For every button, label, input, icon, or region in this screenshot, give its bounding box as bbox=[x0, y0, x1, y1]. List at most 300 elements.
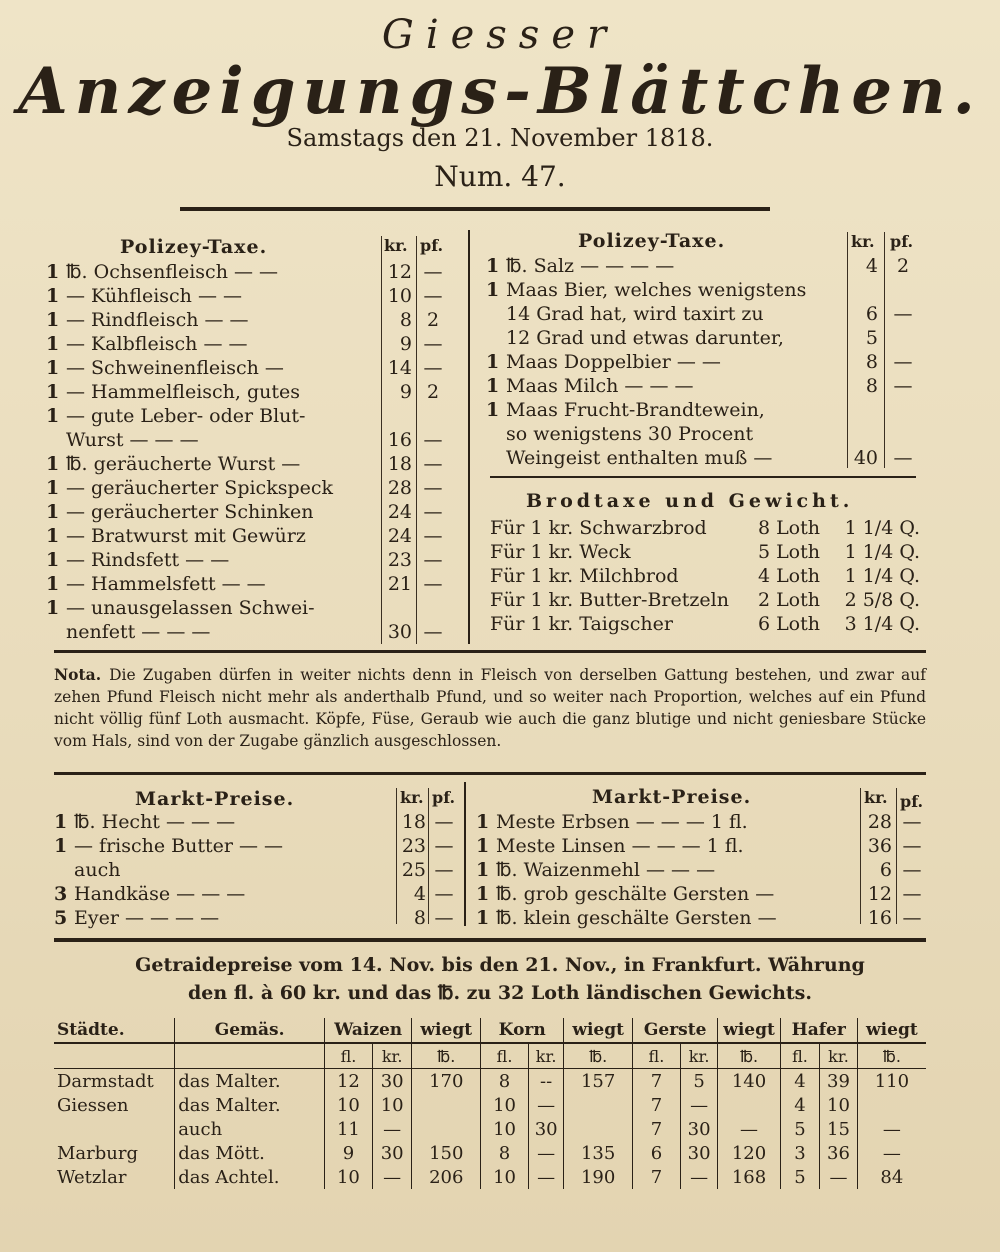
row-quantity: 1 bbox=[46, 501, 60, 523]
bread-loth: 4 Loth bbox=[757, 565, 820, 587]
row-kr: 8 bbox=[865, 375, 878, 397]
table-row bbox=[486, 422, 922, 446]
row-item: ℔. Waizenmehl — — — bbox=[496, 859, 716, 881]
issue-number: Num. 47. bbox=[434, 160, 566, 193]
table-row bbox=[46, 332, 454, 356]
table-row bbox=[54, 1093, 926, 1117]
grain-header-cell: Waizen bbox=[325, 1018, 412, 1043]
table-row bbox=[486, 302, 922, 326]
table-row bbox=[54, 1141, 926, 1165]
market-left-col-line bbox=[428, 788, 429, 924]
grain-value: 4 bbox=[780, 1093, 820, 1117]
section-rule bbox=[54, 938, 926, 942]
row-pf: — bbox=[434, 883, 454, 905]
grain-subheader-cell: ℔. bbox=[564, 1043, 633, 1069]
grain-value: 30 bbox=[372, 1141, 412, 1165]
row-item: — unausgelassen Schwei- bbox=[66, 597, 315, 619]
market-right-title: Markt-Preise. bbox=[592, 786, 752, 808]
row-pf: 2 bbox=[426, 309, 440, 331]
row-pf: — bbox=[423, 333, 443, 355]
market-right-col-line bbox=[896, 788, 897, 924]
row-quantity: 1 bbox=[486, 279, 500, 301]
row-kr: 10 bbox=[387, 285, 412, 307]
row-kr: 25 bbox=[401, 859, 426, 881]
row-pf: — bbox=[423, 525, 443, 547]
row-pf: — bbox=[423, 285, 443, 307]
section-rule bbox=[54, 650, 926, 653]
bread-item: Für 1 kr. Butter-Bretzeln bbox=[490, 589, 729, 611]
table-row bbox=[54, 1117, 926, 1141]
row-pf: — bbox=[902, 883, 922, 905]
grain-value: — bbox=[372, 1165, 412, 1189]
row-item: Maas Milch — — — bbox=[506, 375, 694, 397]
nota-paragraph bbox=[54, 664, 926, 752]
grain-subheader-cell: fl. bbox=[325, 1043, 373, 1069]
bread-loth: 5 Loth bbox=[757, 541, 820, 563]
table-row bbox=[46, 500, 454, 524]
row-pf: — bbox=[423, 549, 443, 571]
row-item: Meste Linsen — — — 1 fl. bbox=[496, 835, 744, 857]
table-row bbox=[46, 548, 454, 572]
row-kr: 5 bbox=[865, 327, 878, 349]
masthead-rule bbox=[180, 207, 770, 211]
row-quantity: 1 bbox=[46, 525, 60, 547]
brodtaxe-table bbox=[490, 516, 922, 636]
table-row bbox=[46, 452, 454, 476]
row-quantity: 1 bbox=[476, 883, 490, 905]
row-pf: — bbox=[423, 261, 443, 283]
row-item: nenfett — — — bbox=[66, 621, 211, 643]
grain-header-cell: wiegt bbox=[718, 1018, 780, 1043]
grain-subheader-cell: ℔. bbox=[718, 1043, 780, 1069]
table-row bbox=[54, 1165, 926, 1189]
police-right-col-line bbox=[847, 232, 848, 468]
row-pf: 2 bbox=[426, 381, 440, 403]
grain-value: 10 bbox=[481, 1165, 529, 1189]
grain-value: 11 bbox=[325, 1117, 373, 1141]
row-pf: — bbox=[423, 477, 443, 499]
row-kr: 9 bbox=[399, 333, 412, 355]
police-right-pf-header: pf. bbox=[890, 232, 914, 251]
grain-heading-line-1: Getraidepreise vom 14. Nov. bis den 21. Nov., in Frankfurt. Währung bbox=[135, 954, 865, 976]
nota-text: Die Zugaben dürfen in weiter nichts denn in Fleisch von derselben Gattung bestehen, und zwar auf zehen Pfund Fleisch nicht mehr als anderthalb Pfund, und so weiter nach Proportion, welches auf ein Pfund nicht völlig fünf Loth ausmacht. Köpfe, Füse, Geraub wie auch die ganz blutige und nicht geniesbare Stücke vom Hals, sind von der Zugabe gänzlich ausgeschlossen. bbox=[54, 666, 926, 750]
market-right-table bbox=[476, 810, 926, 930]
grain-value bbox=[412, 1117, 481, 1141]
nota-label: Nota. bbox=[54, 665, 102, 684]
row-item: — Hammelsfett — — bbox=[66, 573, 266, 595]
grain-value: 3 bbox=[780, 1141, 820, 1165]
row-quantity: 1 bbox=[46, 405, 60, 427]
grain-value: 9 bbox=[325, 1141, 373, 1165]
market-left-table bbox=[54, 810, 462, 930]
police-right-title: Polizey-Taxe. bbox=[578, 230, 726, 252]
row-kr: 6 bbox=[879, 859, 892, 881]
table-row bbox=[490, 540, 922, 564]
row-item: Handkäse — — — bbox=[74, 883, 246, 905]
row-pf: — bbox=[893, 351, 913, 373]
grain-value: — bbox=[718, 1117, 780, 1141]
grain-city: Marburg bbox=[57, 1142, 139, 1164]
table-row bbox=[490, 588, 922, 612]
row-pf: — bbox=[434, 907, 454, 929]
grain-value: 12 bbox=[325, 1069, 373, 1094]
table-row bbox=[476, 810, 926, 834]
grain-header-row bbox=[54, 1018, 926, 1043]
police-left-col-line bbox=[381, 236, 382, 644]
row-quantity: 1 bbox=[54, 811, 68, 833]
row-item: — Kalbfleisch — — bbox=[66, 333, 248, 355]
grain-value: — bbox=[372, 1117, 412, 1141]
grain-value: — bbox=[857, 1117, 926, 1141]
bread-quentchen: 1 1/4 Q. bbox=[844, 517, 920, 539]
row-item: ℔. Ochsenfleisch — — bbox=[66, 261, 279, 283]
bread-quentchen: 2 5/8 Q. bbox=[844, 589, 920, 611]
grain-subheader-row bbox=[54, 1043, 926, 1069]
grain-measure: das Achtel. bbox=[175, 1165, 325, 1189]
table-row bbox=[54, 834, 462, 858]
row-quantity: 1 bbox=[46, 549, 60, 571]
grain-subheader-cell: fl. bbox=[780, 1043, 820, 1069]
row-kr: 16 bbox=[867, 907, 892, 929]
row-pf: — bbox=[902, 835, 922, 857]
grain-value: 110 bbox=[857, 1069, 926, 1094]
table-row bbox=[490, 516, 922, 540]
row-quantity: 3 bbox=[54, 883, 68, 905]
grain-subheader-cell: kr. bbox=[820, 1043, 857, 1069]
grain-value: 84 bbox=[857, 1165, 926, 1189]
row-kr: 21 bbox=[387, 573, 412, 595]
grain-subheader-cell: fl. bbox=[633, 1043, 681, 1069]
market-right-kr-header: kr. bbox=[864, 788, 888, 807]
table-row bbox=[476, 906, 926, 930]
police-right-kr-header: kr. bbox=[851, 232, 875, 251]
grain-value: 7 bbox=[633, 1093, 681, 1117]
grain-value: 7 bbox=[633, 1069, 681, 1094]
table-row bbox=[476, 858, 926, 882]
grain-value bbox=[857, 1093, 926, 1117]
grain-value bbox=[564, 1093, 633, 1117]
bread-item: Für 1 kr. Milchbrod bbox=[490, 565, 679, 587]
table-row bbox=[54, 906, 462, 930]
row-kr: 12 bbox=[867, 883, 892, 905]
bread-loth: 6 Loth bbox=[757, 613, 820, 635]
grain-city: Giessen bbox=[57, 1094, 129, 1116]
row-quantity: 1 bbox=[476, 811, 490, 833]
row-quantity: 1 bbox=[476, 859, 490, 881]
grain-subheader-cell: kr. bbox=[680, 1043, 717, 1069]
issue-date: Samstags den 21. November 1818. bbox=[286, 124, 714, 152]
bread-item: Für 1 kr. Taigscher bbox=[490, 613, 673, 635]
row-pf: — bbox=[434, 859, 454, 881]
grain-value: 150 bbox=[412, 1141, 481, 1165]
grain-heading-line-2: den fl. à 60 kr. und das ℔. zu 32 Loth ländischen Gewichts. bbox=[187, 982, 812, 1004]
row-item: 14 Grad hat, wird taxirt zu bbox=[506, 303, 764, 325]
grain-value: 30 bbox=[528, 1117, 563, 1141]
row-item: — Rindfleisch — — bbox=[66, 309, 249, 331]
row-quantity: 1 bbox=[486, 255, 500, 277]
market-left-col-line bbox=[396, 788, 397, 924]
grain-value: 10 bbox=[325, 1165, 373, 1189]
table-row bbox=[54, 858, 462, 882]
row-item: Maas Doppelbier — — bbox=[506, 351, 721, 373]
row-item: — gute Leber- oder Blut- bbox=[66, 405, 306, 427]
row-kr: 24 bbox=[387, 501, 412, 523]
bread-loth: 2 Loth bbox=[757, 589, 820, 611]
grain-city: Wetzlar bbox=[57, 1166, 127, 1188]
grain-city bbox=[54, 1117, 175, 1141]
row-pf: — bbox=[423, 573, 443, 595]
row-item: Maas Frucht-Brandtewein, bbox=[506, 399, 765, 421]
brodtaxe-rule bbox=[490, 476, 916, 478]
row-item: — Bratwurst mit Gewürz bbox=[66, 525, 306, 547]
row-item: auch bbox=[74, 859, 121, 881]
market-left-title: Markt-Preise. bbox=[135, 788, 295, 810]
grain-value: — bbox=[857, 1141, 926, 1165]
row-kr: 23 bbox=[387, 549, 412, 571]
grain-value: 140 bbox=[718, 1069, 780, 1094]
row-pf: — bbox=[423, 501, 443, 523]
row-kr: 9 bbox=[399, 381, 412, 403]
row-kr: 28 bbox=[867, 811, 892, 833]
row-quantity: 1 bbox=[54, 835, 68, 857]
grain-header-cell: Korn bbox=[481, 1018, 564, 1043]
row-pf: — bbox=[893, 303, 913, 325]
grain-value: 8 bbox=[481, 1069, 529, 1094]
table-row bbox=[476, 834, 926, 858]
brodtaxe-title: Brodtaxe und Gewicht. bbox=[526, 490, 854, 512]
bread-loth: 8 Loth bbox=[757, 517, 820, 539]
row-kr: 8 bbox=[399, 309, 412, 331]
grain-value: 168 bbox=[718, 1165, 780, 1189]
grain-value: — bbox=[680, 1093, 717, 1117]
table-row bbox=[54, 810, 462, 834]
grain-price-table bbox=[54, 1018, 926, 1189]
row-pf: — bbox=[423, 453, 443, 475]
grain-measure: das Malter. bbox=[175, 1069, 325, 1094]
police-right-col-line bbox=[884, 232, 885, 468]
grain-header-cell: Städte. bbox=[54, 1018, 175, 1043]
bread-item: Für 1 kr. Weck bbox=[490, 541, 631, 563]
grain-value: 6 bbox=[633, 1141, 681, 1165]
row-quantity: 1 bbox=[46, 309, 60, 331]
grain-subheader-cell: kr. bbox=[372, 1043, 412, 1069]
grain-subheader-cell: kr. bbox=[528, 1043, 563, 1069]
table-row bbox=[486, 254, 922, 278]
section-rule bbox=[54, 772, 926, 775]
row-item: — frische Butter — — bbox=[74, 835, 284, 857]
table-row bbox=[46, 308, 454, 332]
row-pf: — bbox=[902, 907, 922, 929]
grain-value: 10 bbox=[820, 1093, 857, 1117]
row-kr: 8 bbox=[865, 351, 878, 373]
row-quantity: 5 bbox=[54, 907, 68, 929]
grain-header-cell: wiegt bbox=[564, 1018, 633, 1043]
grain-value: 10 bbox=[481, 1093, 529, 1117]
table-row bbox=[486, 398, 922, 422]
row-kr: 30 bbox=[387, 621, 412, 643]
table-row bbox=[46, 620, 454, 644]
row-item: 12 Grad und etwas darunter, bbox=[506, 327, 784, 349]
bread-item: Für 1 kr. Schwarzbrod bbox=[490, 517, 707, 539]
table-row bbox=[476, 882, 926, 906]
table-row bbox=[46, 476, 454, 500]
table-row bbox=[46, 524, 454, 548]
column-divider bbox=[468, 230, 470, 644]
grain-header-cell: Hafer bbox=[780, 1018, 857, 1043]
row-item: Eyer — — — — bbox=[74, 907, 220, 929]
row-pf: — bbox=[423, 621, 443, 643]
grain-value: 10 bbox=[325, 1093, 373, 1117]
row-kr: 12 bbox=[387, 261, 412, 283]
table-row bbox=[490, 564, 922, 588]
grain-header-cell: wiegt bbox=[857, 1018, 926, 1043]
table-row bbox=[486, 446, 922, 470]
row-quantity: 1 bbox=[486, 375, 500, 397]
grain-subheader-cell: ℔. bbox=[412, 1043, 481, 1069]
row-kr: 36 bbox=[867, 835, 892, 857]
market-right-pf-header: pf. bbox=[900, 792, 924, 811]
grain-header-cell: wiegt bbox=[412, 1018, 481, 1043]
grain-value: 7 bbox=[633, 1165, 681, 1189]
grain-value: 5 bbox=[680, 1069, 717, 1094]
table-row bbox=[486, 326, 922, 350]
row-item: ℔. grob geschälte Gersten — bbox=[496, 883, 775, 905]
grain-value: 30 bbox=[680, 1117, 717, 1141]
row-item: Maas Bier, welches wenigstens bbox=[506, 279, 807, 301]
table-row bbox=[54, 882, 462, 906]
grain-value: 7 bbox=[633, 1117, 681, 1141]
grain-measure: das Mött. bbox=[175, 1141, 325, 1165]
grain-value: — bbox=[680, 1165, 717, 1189]
row-kr: 18 bbox=[401, 811, 426, 833]
grain-value: 5 bbox=[780, 1165, 820, 1189]
row-kr: 14 bbox=[387, 357, 412, 379]
market-left-pf-header: pf. bbox=[432, 788, 456, 807]
row-item: Meste Erbsen — — — 1 fl. bbox=[496, 811, 748, 833]
row-item: ℔. geräucherte Wurst — bbox=[66, 453, 301, 475]
bread-quentchen: 3 1/4 Q. bbox=[844, 613, 920, 635]
market-left-kr-header: kr. bbox=[400, 788, 424, 807]
table-row bbox=[46, 380, 454, 404]
table-row bbox=[46, 356, 454, 380]
grain-value: 120 bbox=[718, 1141, 780, 1165]
row-quantity: 1 bbox=[46, 261, 60, 283]
row-item: so wenigstens 30 Procent bbox=[506, 423, 754, 445]
table-row bbox=[46, 596, 454, 620]
grain-subheader-cell bbox=[175, 1043, 325, 1069]
grain-value: 157 bbox=[564, 1069, 633, 1094]
grain-value: 30 bbox=[372, 1069, 412, 1094]
row-quantity: 1 bbox=[46, 381, 60, 403]
row-pf: — bbox=[893, 447, 913, 469]
grain-value: 135 bbox=[564, 1141, 633, 1165]
row-quantity: 1 bbox=[46, 333, 60, 355]
grain-value: — bbox=[820, 1165, 857, 1189]
grain-header-cell: Gemäs. bbox=[175, 1018, 325, 1043]
row-pf: — bbox=[434, 835, 454, 857]
row-kr: 23 bbox=[401, 835, 426, 857]
grain-city: Darmstadt bbox=[57, 1070, 154, 1092]
police-left-table bbox=[46, 260, 454, 644]
row-pf: — bbox=[902, 859, 922, 881]
grain-subheader-cell: fl. bbox=[481, 1043, 529, 1069]
grain-value: 10 bbox=[481, 1117, 529, 1141]
grain-value: 39 bbox=[820, 1069, 857, 1094]
row-kr: 4 bbox=[865, 255, 878, 277]
row-item: — geräucherter Spickspeck bbox=[66, 477, 334, 499]
row-item: Wurst — — — bbox=[66, 429, 199, 451]
grain-value bbox=[412, 1093, 481, 1117]
grain-value: — bbox=[528, 1141, 563, 1165]
table-row bbox=[486, 278, 922, 302]
grain-value: 5 bbox=[780, 1117, 820, 1141]
table-row bbox=[46, 284, 454, 308]
row-quantity: 1 bbox=[46, 285, 60, 307]
row-quantity: 1 bbox=[46, 477, 60, 499]
masthead-title: Anzeigungs-Blättchen. bbox=[18, 54, 982, 129]
grain-value: — bbox=[528, 1093, 563, 1117]
grain-value: 30 bbox=[680, 1141, 717, 1165]
table-row bbox=[486, 374, 922, 398]
row-quantity: 1 bbox=[46, 357, 60, 379]
row-kr: 28 bbox=[387, 477, 412, 499]
row-quantity: 1 bbox=[476, 835, 490, 857]
grain-value: 206 bbox=[412, 1165, 481, 1189]
row-pf: — bbox=[423, 357, 443, 379]
table-row bbox=[486, 350, 922, 374]
row-kr: 18 bbox=[387, 453, 412, 475]
row-kr: 4 bbox=[413, 883, 426, 905]
grain-header-cell: Gerste bbox=[633, 1018, 718, 1043]
row-kr: 40 bbox=[853, 447, 878, 469]
row-pf: — bbox=[423, 429, 443, 451]
row-item: ℔. Hecht — — — bbox=[74, 811, 236, 833]
table-row bbox=[46, 260, 454, 284]
row-quantity: 1 bbox=[46, 573, 60, 595]
grain-value bbox=[718, 1093, 780, 1117]
table-row bbox=[490, 612, 922, 636]
row-kr: 6 bbox=[865, 303, 878, 325]
police-right-table bbox=[486, 254, 922, 470]
row-item: — Hammelfleisch, gutes bbox=[66, 381, 301, 403]
row-quantity: 1 bbox=[476, 907, 490, 929]
police-left-kr-header: kr. bbox=[384, 236, 408, 255]
row-quantity: 1 bbox=[46, 597, 60, 619]
police-left-col-line bbox=[416, 236, 417, 644]
row-pf: — bbox=[902, 811, 922, 833]
grain-value: 190 bbox=[564, 1165, 633, 1189]
grain-subheader-cell: ℔. bbox=[857, 1043, 926, 1069]
grain-value: 8 bbox=[481, 1141, 529, 1165]
row-item: — Kühfleisch — — bbox=[66, 285, 242, 307]
grain-value: 4 bbox=[780, 1069, 820, 1094]
police-left-pf-header: pf. bbox=[420, 236, 444, 255]
market-right-col-line bbox=[860, 788, 861, 924]
table-row bbox=[54, 1069, 926, 1094]
row-pf: 2 bbox=[896, 255, 910, 277]
row-item: — Schweinenfleisch — bbox=[66, 357, 284, 379]
grain-subheader-cell bbox=[54, 1043, 175, 1069]
row-pf: — bbox=[893, 375, 913, 397]
grain-value: 170 bbox=[412, 1069, 481, 1094]
row-item: — geräucherter Schinken bbox=[66, 501, 314, 523]
grain-value bbox=[564, 1117, 633, 1141]
grain-value: 36 bbox=[820, 1141, 857, 1165]
grain-measure: auch bbox=[175, 1117, 325, 1141]
row-item: Weingeist enthalten muß — bbox=[506, 447, 773, 469]
bread-quentchen: 1 1/4 Q. bbox=[844, 565, 920, 587]
table-row bbox=[46, 428, 454, 452]
